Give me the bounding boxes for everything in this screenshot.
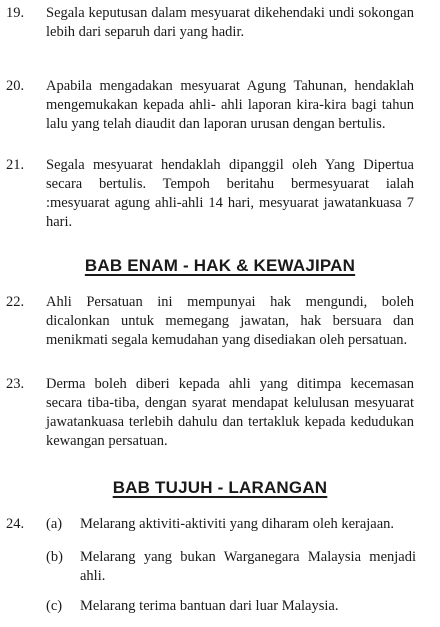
subitem-letter: (b) [46, 549, 63, 565]
heading-text: BAB ENAM - HAK & KEWAJIPAN [84, 256, 356, 275]
clause-text: Ahli Persatuan ini mempunyai hak mengundi, boleh dicalonkan untuk memegang jawatan, hak bersuara dan menikmati segala kemudahan yang disediakan oleh persatuan. [46, 294, 414, 348]
subitem-text: Melarang yang bukan Warganegara Malaysia menjadi ahli. [80, 549, 416, 584]
clause-number: 21. [6, 157, 25, 173]
clause-number: 24. [6, 516, 25, 532]
clause-text: Segala keputusan dalam mesyuarat dikehendaki undi sokongan lebih dari separuh dari yang hadir. [46, 5, 414, 40]
subitem-letter: (a) [46, 516, 63, 532]
clause-text: Segala mesyuarat hendaklah dipanggil oleh Yang Dipertua secara bertulis. Tempoh beritahu bermesyuarat ialah :mesyuarat agung ahli-ahli 14 hari, mesyuarat jawatankuasa 7 hari. [46, 157, 414, 230]
clause-text: Apabila mengadakan mesyuarat Agung Tahunan, hendaklah mengemukakan kepada ahli- ahli laporan kira-kira bagi tahun lalu yang telah diaudit dan laporan urusan dengan bertulis. [46, 78, 414, 132]
clause-number: 19. [6, 5, 25, 21]
clause-number: 22. [6, 294, 25, 310]
subitem-text: Melarang terima bantuan dari luar Malaysia. [80, 598, 339, 614]
subitem-letter: (c) [46, 598, 63, 614]
section-heading-bab-enam [0, 256, 440, 276]
clause-text: Derma boleh diberi kepada ahli yang ditimpa kecemasan secara tiba-tiba, dengan syarat mendapat kelulusan mesyuarat jawatankuasa terlebih dahulu dan tertakluk kepada kedudukan kewangan persatuan. [46, 376, 414, 449]
section-heading-bab-tujuh [0, 478, 440, 498]
clause-number: 23. [6, 376, 25, 392]
subitem-text: Melarang aktiviti-aktiviti yang diharam oleh kerajaan. [80, 516, 395, 532]
heading-text: BAB TUJUH - LARANGAN [112, 478, 328, 497]
clause-number: 20. [6, 78, 25, 94]
